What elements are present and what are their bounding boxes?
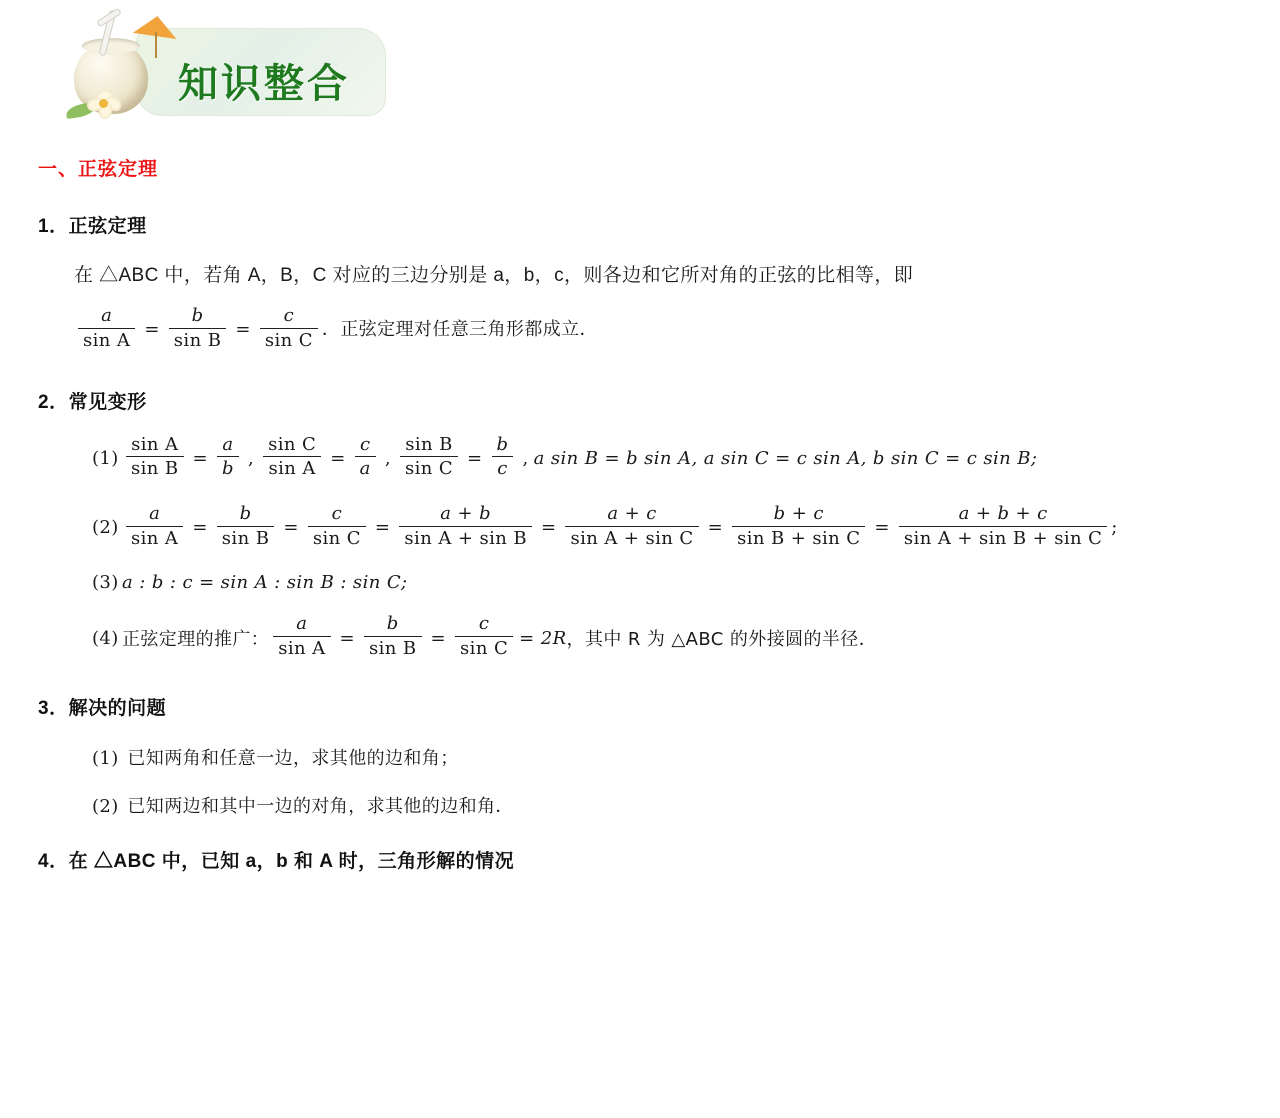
block-heading-4 — [38, 846, 1240, 873]
block-title-2: 常见变形 — [68, 391, 147, 413]
fraction-a-sinA: $\frac{a}{\text{sin A}}$ — [126, 504, 183, 549]
fraction-bc-sinBsinC: $\frac{b + c}{\text{sin B + sin C}}$ — [732, 504, 865, 549]
fraction-b-sinB: $\frac{b}{\text{sin B}}$ — [364, 614, 422, 659]
umbrella-stick-icon — [155, 32, 157, 58]
fraction-b-sinB: $\frac{b}{\text{sin B}}$ — [217, 504, 275, 549]
item-label: (4) — [92, 627, 119, 649]
block-3-item-1 — [92, 744, 1240, 770]
fraction-b-sinB: $\frac{b}{\text{sin B}}$ — [169, 306, 227, 351]
block-2-item-1-tail: a sin B = b sin A, a sin C = c sin A, b sin C = c sin B; — [533, 447, 1038, 469]
block-2-item-4-tail: ，其中 R 为 △ABC 的外接圆的半径． — [566, 629, 878, 651]
banner — [38, 12, 358, 132]
fraction-ab-sinAsinB: $\frac{a + b}{\text{sin A + sin B}}$ — [399, 504, 532, 549]
fraction-sinA-sinB: $\frac{\text{sin A}}{\text{sin B}}$ — [126, 435, 184, 480]
item-label: (1) — [92, 747, 119, 769]
block-2-item-4-prefix: 正弦定理的推广： — [122, 629, 270, 651]
item-label: (1) — [92, 447, 119, 469]
document-content — [0, 154, 1280, 873]
block-2-item-1: (1) $\frac{\text{sin A}}{\text{sin B}}$ = $\frac{a}{b}$ , $\frac{\text{sin C}}{\text{sin A}}$ = $\frac{c}{a}$ , $\frac{\text{sin B}}{\text{sin C}}$ = $\frac{b}{c}$ , a sin B = b sin A, a sin C = c sin A, b sin C = c sin B; — [92, 433, 1038, 480]
item-label: (2) — [92, 517, 119, 539]
block-title-4: 在 △ABC 中，已知 a，b 和 A 时，三角形解的情况 — [68, 850, 515, 872]
block-3-item-2-text: 已知两边和其中一边的对角，求其他的边和角． — [127, 795, 514, 817]
block-1-intro: 在 △ABC 中，若角 A，B，C 对应的三边分别是 a，b，c，则各边和它所对角的正弦的比相等，即 — [74, 265, 914, 286]
fraction-sinC-sinA: $\frac{\text{sin C}}{\text{sin A}}$ — [263, 435, 321, 480]
block-1-formula: $\frac{a}{\text{sin A}}$ = $\frac{b}{\text{sin B}}$ = $\frac{c}{\text{sin C}}$ ．正弦定理对任意三角形都成立． — [74, 307, 1240, 352]
block-3-item-1-text: 已知两角和任意一边，求其他的边和角； — [127, 747, 459, 769]
plumeria-flower-icon — [88, 90, 122, 120]
block-2-item-2: (2) $\frac{a}{\text{sin A}}$ = $\frac{b}{\text{sin B}}$ = $\frac{c}{\text{sin C}}$ = $\frac{a + b}{\text{sin A + sin B}}$ = $\frac{a + c}{\text{sin A + sin C}}$ = $\frac{b + c}{\text{sin B + sin C}}$ = $\frac{a + b + c}{\text{sin A + sin B + sin C}}$ ; — [92, 503, 1118, 549]
fraction-c-sinC: $\frac{c}{\text{sin C}}$ — [308, 504, 366, 549]
block-2-item-2-tail: ; — [1111, 517, 1118, 539]
block-number-4: 4． — [38, 850, 69, 872]
fraction-a-sinA: $\frac{a}{\text{sin A}}$ — [78, 306, 135, 351]
item-label: (3) — [92, 572, 119, 594]
block-title-1: 正弦定理 — [68, 216, 147, 237]
block-2-item-3-text: a : b : c = sin A : sin B : sin C; — [122, 572, 408, 594]
fraction-ac-sinAsinC: $\frac{a + c}{\text{sin A + sin C}}$ — [565, 504, 698, 549]
block-1-formula-tail: ．正弦定理对任意三角形都成立． — [321, 319, 598, 341]
fraction-b-c: $\frac{b}{c}$ — [492, 435, 514, 480]
fraction-c-a: $\frac{c}{a}$ — [355, 435, 376, 480]
fraction-c-sinC: $\frac{c}{\text{sin C}}$ — [455, 614, 513, 659]
block-number-2: 2． — [38, 391, 69, 413]
fraction-abc-sinAsinBsinC: $\frac{a + b + c}{\text{sin A + sin B + sin C}}$ — [899, 504, 1107, 549]
fraction-c-sinC: $\frac{c}{\text{sin C}}$ — [260, 306, 318, 351]
block-3-item-2 — [92, 792, 1240, 818]
block-title-3: 解决的问题 — [68, 697, 167, 719]
block-heading-1 — [38, 211, 1240, 238]
block-number-1: 1． — [38, 216, 69, 237]
section-heading: 一、正弦定理 — [38, 159, 159, 180]
block-2-item-4-equals: = 2R — [519, 627, 567, 649]
block-2-item-3 — [92, 572, 1240, 593]
block-number-3: 3． — [38, 697, 69, 719]
fraction-a-b: $\frac{a}{b}$ — [217, 435, 239, 480]
block-heading-3 — [38, 693, 1240, 720]
fraction-sinB-sinC: $\frac{\text{sin B}}{\text{sin C}}$ — [400, 435, 458, 480]
block-2-item-4: (4) 正弦定理的推广： $\frac{a}{\text{sin A}}$ = $\frac{b}{\text{sin B}}$ = $\frac{c}{\text{sin C}}$ = 2R ，其中 R 为 △ABC 的外接圆的半径． — [92, 613, 878, 660]
banner-title: 知识整合 — [178, 61, 350, 107]
fraction-a-sinA: $\frac{a}{\text{sin A}}$ — [273, 614, 330, 659]
item-label: (2) — [92, 795, 119, 817]
block-heading-2 — [38, 387, 1240, 414]
coconut-rim-icon — [82, 38, 140, 54]
